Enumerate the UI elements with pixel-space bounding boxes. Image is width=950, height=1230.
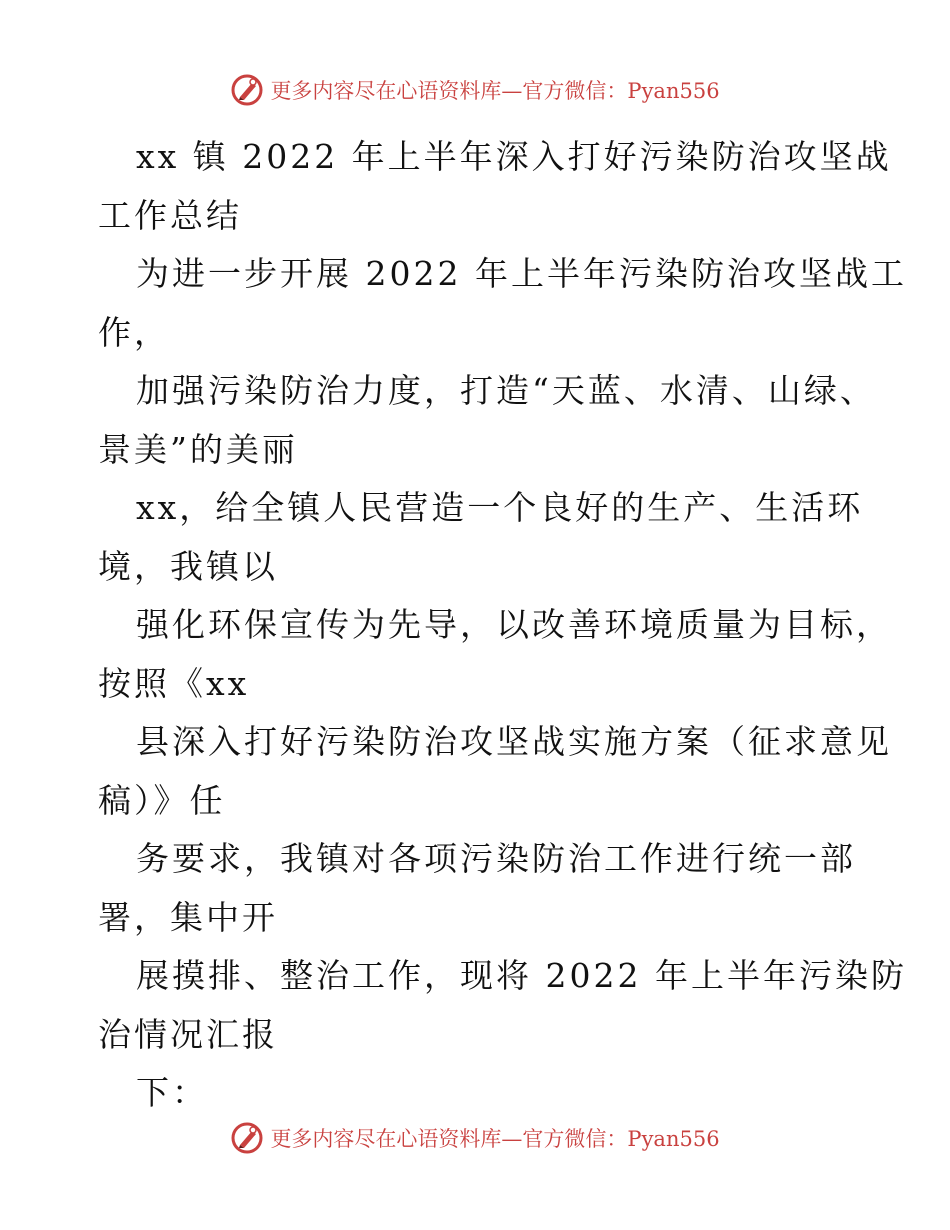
body-line: 工作总结 xyxy=(98,195,242,235)
header-banner xyxy=(0,70,950,110)
body-line: 强化环保宣传为先导，以改善环境质量为目标， xyxy=(136,605,892,644)
body-line: 县深入打好污染防治攻坚战实施方案（征求意见 xyxy=(136,722,892,761)
body-line: xx 镇 2022 年上半年深入打好污染防治攻坚战 xyxy=(136,137,892,176)
body-line: 按照《xx xyxy=(98,663,250,703)
body-line: 署，集中开 xyxy=(98,897,278,937)
body-line: 作， xyxy=(98,312,170,352)
body-line: 境，我镇以 xyxy=(98,546,278,586)
body-line: 务要求，我镇对各项污染防治工作进行统一部 xyxy=(136,839,856,878)
header-banner-text: 更多内容尽在心语资料库—官方微信：Pyan556 xyxy=(270,79,720,103)
body-line: 景美”的美丽 xyxy=(98,429,298,469)
body-line: 为进一步开展 2022 年上半年污染防治攻坚战工 xyxy=(136,254,907,293)
body-line: 加强污染防治力度，打造“天蓝、水清、山绿、 xyxy=(136,371,876,410)
footer-banner-text: 更多内容尽在心语资料库—官方微信：Pyan556 xyxy=(270,1127,720,1151)
footer-banner xyxy=(0,1118,950,1158)
body-line: 稿）》任 xyxy=(98,780,226,820)
document-body xyxy=(98,128,907,1123)
body-line: 治情况汇报 xyxy=(98,1014,278,1054)
body-line: 下： xyxy=(136,1073,208,1112)
body-line: 展摸排、整治工作，现将 2022 年上半年污染防 xyxy=(136,956,907,995)
pen-circle-logo-icon xyxy=(230,73,264,107)
body-line: xx，给全镇人民营造一个良好的生产、生活环 xyxy=(136,488,864,527)
pen-circle-logo-icon xyxy=(230,1121,264,1155)
